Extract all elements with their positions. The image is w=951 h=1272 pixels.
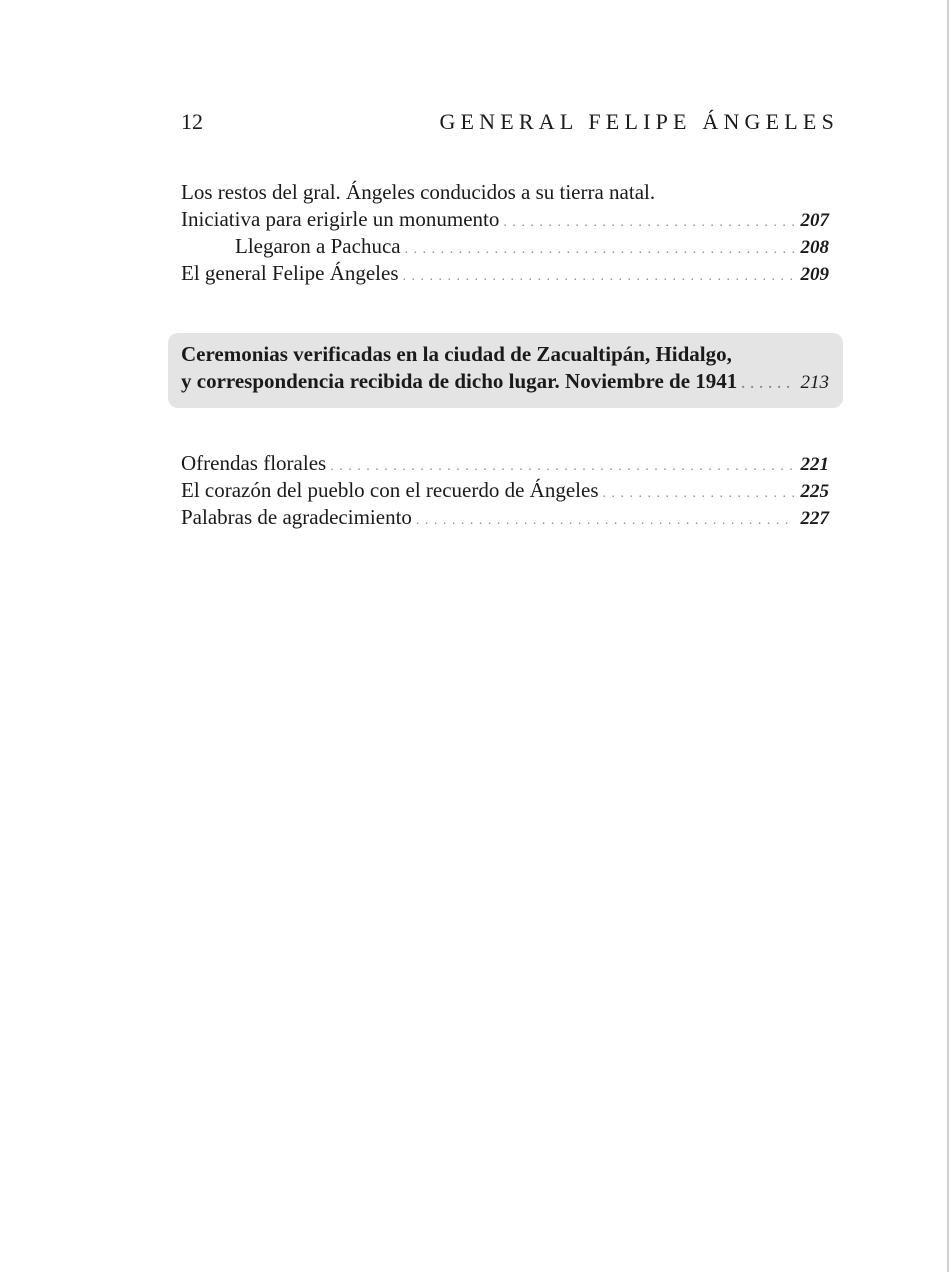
toc-entry-title: Ofrendas florales — [181, 451, 327, 475]
toc-entry[interactable] — [181, 477, 829, 504]
toc-entry-title: El general Felipe Ángeles — [181, 261, 399, 285]
toc-entry[interactable] — [181, 233, 829, 260]
toc-section-two — [181, 450, 829, 531]
toc-entry-page: 221 — [800, 454, 829, 475]
toc-entry-page: 208 — [800, 237, 829, 258]
toc-entry[interactable] — [181, 450, 829, 477]
dot-leader — [416, 507, 795, 534]
toc-entry-title: Los restos del gral. Ángeles conducidos a su tierra natal. — [181, 180, 656, 204]
toc-entry[interactable] — [181, 206, 829, 233]
toc-entry-page: 225 — [800, 481, 829, 502]
toc-entry-title: El corazón del pueblo con el recuerdo de Ángeles — [181, 478, 599, 502]
dot-leader — [503, 209, 794, 236]
running-title: GENERAL FELIPE ÁNGELES — [439, 109, 839, 134]
highlighted-chapter[interactable] — [181, 341, 829, 395]
chapter-title-line-2: y correspondencia recibida de dicho lugar. Noviembre de 1941 — [181, 369, 738, 393]
toc-entry-page: 227 — [800, 508, 829, 529]
toc-entry-page: 209 — [800, 264, 829, 285]
dot-leader — [405, 236, 795, 263]
chapter-title-line — [181, 368, 829, 395]
page-edge-divider — [947, 0, 949, 1272]
toc-entry-page: 207 — [800, 210, 829, 231]
toc-entry[interactable] — [181, 504, 829, 531]
dot-leader — [741, 371, 794, 398]
chapter-page: 213 — [800, 372, 829, 393]
dot-leader — [403, 263, 795, 290]
toc-section-one — [181, 179, 829, 287]
toc-entry-title: Iniciativa para erigirle un monumento — [181, 207, 500, 231]
chapter-title-line-1: Ceremonias verificadas en la ciudad de Zacualtipán, Hidalgo, — [181, 342, 732, 366]
toc-entry-title: Palabras de agradecimiento — [181, 505, 412, 529]
page-number: 12 — [181, 109, 203, 134]
running-header — [181, 106, 839, 138]
toc-entry[interactable] — [181, 179, 829, 206]
toc-entry[interactable] — [181, 260, 829, 287]
dot-leader — [330, 453, 794, 480]
dot-leader — [603, 480, 795, 507]
toc-entry-title: Llegaron a Pachuca — [235, 234, 401, 258]
chapter-title-line — [181, 341, 829, 368]
